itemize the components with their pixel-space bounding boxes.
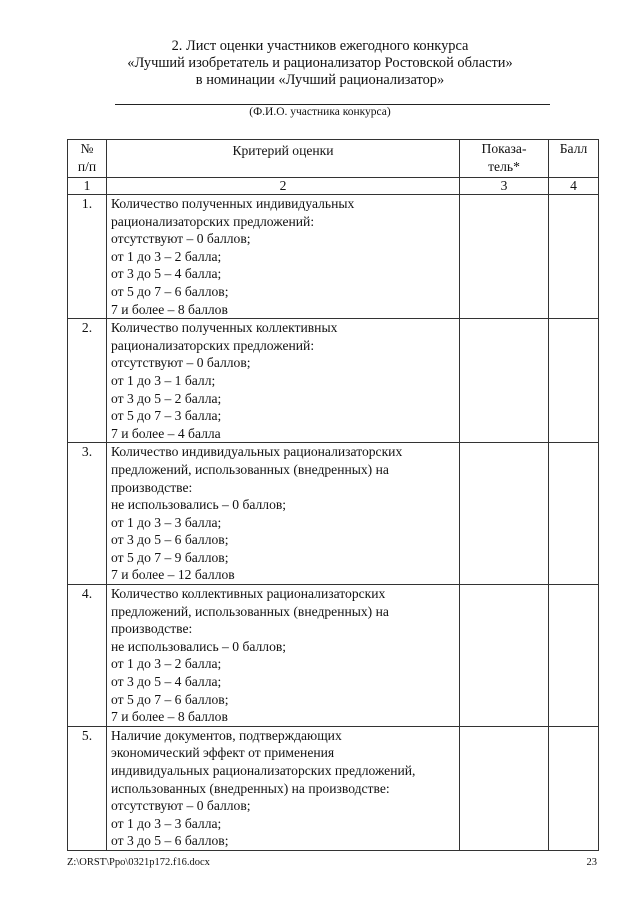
header-indicator: Показа- тель*	[460, 140, 549, 178]
title-line-1: 2. Лист оценки участников ежегодного конкурса	[171, 38, 469, 54]
criterion-line: от 3 до 5 – 2 балла;	[111, 390, 222, 406]
row-number: 3.	[68, 443, 107, 585]
row-number: 2.	[68, 319, 107, 443]
footer-page-number: 23	[586, 857, 597, 868]
criterion-line: от 5 до 7 – 9 баллов;	[111, 549, 229, 565]
criterion-line: от 3 до 5 – 4 балла;	[111, 266, 222, 282]
criterion-line: от 1 до 3 – 2 балла;	[111, 656, 222, 672]
score-cell[interactable]	[549, 585, 599, 727]
title-line-2: «Лучший изобретатель и рационализатор Ростовской области»	[127, 55, 513, 71]
criterion-line: отсутствуют – 0 баллов;	[111, 798, 251, 814]
indicator-cell[interactable]	[460, 726, 549, 850]
criterion-line: 7 и более – 12 баллов	[111, 567, 235, 583]
criterion-line: 7 и более – 4 балла	[111, 425, 221, 441]
score-cell[interactable]	[549, 195, 599, 319]
criterion-line: 7 и более – 8 баллов	[111, 301, 228, 317]
criterion-line: от 1 до 3 – 1 балл;	[111, 372, 216, 388]
criterion-line: предложений, использованных (внедренных) на	[111, 461, 389, 477]
column-index: 4	[549, 178, 599, 195]
score-cell[interactable]	[549, 726, 599, 850]
row-number: 5.	[68, 726, 107, 850]
row-number: 1.	[68, 195, 107, 319]
criterion-line: отсутствуют – 0 баллов;	[111, 355, 251, 371]
criterion-line: Количество полученных коллективных	[111, 320, 338, 336]
table-row	[68, 195, 599, 319]
criterion-line: от 3 до 5 – 6 баллов;	[111, 833, 229, 849]
footer-file-path: Z:\ORST\Ppo\0321p172.f16.docx	[67, 857, 210, 868]
header-number: № п/п	[68, 140, 107, 178]
criterion-cell	[107, 319, 460, 443]
header-criterion: Критерий оценки	[107, 140, 460, 178]
table-row	[68, 726, 599, 850]
indicator-cell[interactable]	[460, 443, 549, 585]
participant-name-caption: (Ф.И.О. участника конкурса)	[249, 106, 391, 118]
criterion-line: от 5 до 7 – 6 баллов;	[111, 691, 229, 707]
criterion-line: Количество полученных индивидуальных	[111, 196, 355, 211]
criterion-cell	[107, 443, 460, 585]
table-header-row	[68, 140, 599, 178]
table-row	[68, 443, 599, 585]
criterion-line: от 5 до 7 – 6 баллов;	[111, 283, 229, 299]
document-title	[0, 38, 640, 89]
indicator-cell[interactable]	[460, 195, 549, 319]
score-cell[interactable]	[549, 319, 599, 443]
table-row	[68, 319, 599, 443]
criterion-line: экономический эффект от применения	[111, 745, 335, 761]
criterion-line: от 3 до 5 – 6 баллов;	[111, 532, 229, 548]
column-index: 3	[460, 178, 549, 195]
indicator-cell[interactable]	[460, 585, 549, 727]
criterion-line: от 5 до 7 – 3 балла;	[111, 408, 222, 424]
criterion-line: не использовались – 0 баллов;	[111, 497, 287, 513]
criterion-line: от 1 до 3 – 3 балла;	[111, 815, 222, 831]
criterion-line: предложений, использованных (внедренных) на	[111, 603, 389, 619]
criterion-line: Количество коллективных рационализаторских	[111, 586, 386, 602]
criterion-line: рационализаторских предложений:	[111, 337, 315, 353]
participant-name-line	[115, 104, 550, 105]
title-line-3: в номинации «Лучший рационализатор»	[195, 72, 445, 88]
column-index: 1	[68, 178, 107, 195]
criterion-cell	[107, 726, 460, 850]
criterion-line: индивидуальных рационализаторских предложений,	[111, 763, 416, 778]
header-score: Балл	[549, 140, 599, 178]
criterion-line: использованных (внедренных) на производстве:	[111, 780, 390, 796]
row-number: 4.	[68, 585, 107, 727]
criterion-line: от 3 до 5 – 4 балла;	[111, 674, 222, 690]
criterion-line: не использовались – 0 баллов;	[111, 638, 287, 654]
table-row	[68, 585, 599, 727]
criterion-line: от 1 до 3 – 3 балла;	[111, 514, 222, 530]
criterion-line: рационализаторских предложений:	[111, 213, 315, 229]
column-index: 2	[107, 178, 460, 195]
evaluation-table	[67, 139, 599, 851]
score-cell[interactable]	[549, 443, 599, 585]
criterion-line: 7 и более – 8 баллов	[111, 709, 228, 725]
criterion-line: от 1 до 3 – 2 балла;	[111, 248, 222, 264]
criterion-line: Количество индивидуальных рационализаторских	[111, 444, 403, 460]
criterion-line: производстве:	[111, 479, 193, 495]
criterion-line: Наличие документов, подтверждающих	[111, 727, 342, 743]
criterion-cell	[107, 585, 460, 727]
criterion-cell	[107, 195, 460, 319]
criterion-line: отсутствуют – 0 баллов;	[111, 231, 251, 247]
column-index-row	[68, 178, 599, 195]
indicator-cell[interactable]	[460, 319, 549, 443]
criterion-line: производстве:	[111, 621, 193, 637]
